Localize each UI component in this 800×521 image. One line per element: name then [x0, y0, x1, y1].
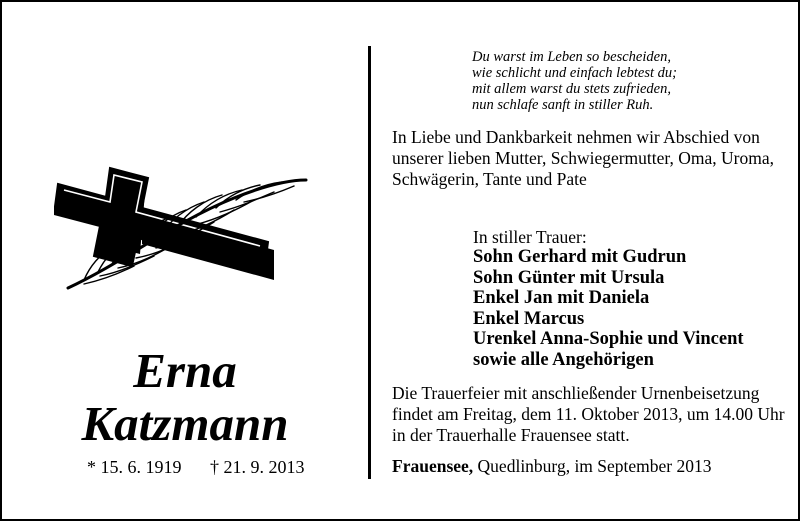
- poem-line: Du warst im Leben so bescheiden,: [472, 49, 671, 65]
- place-and-date: [392, 456, 712, 477]
- mourners-label: In stiller Trauer:: [473, 227, 587, 247]
- mourners-list: [473, 247, 744, 370]
- service-line: in der Trauerhalle Frauensee statt.: [392, 425, 630, 445]
- birth-date: * 15. 6. 1919: [87, 457, 182, 477]
- service-line: Die Trauerfeier mit anschließender Urnenbeisetzung: [392, 383, 760, 403]
- farewell-line: unserer lieben Mutter, Schwiegermutter, Oma, Uroma,: [392, 148, 775, 168]
- mourner-entry: Enkel Marcus: [473, 308, 585, 329]
- column-divider: [368, 46, 371, 479]
- mourner-entry: Sohn Gerhard mit Gudrun: [473, 247, 687, 267]
- farewell-line: In Liebe und Dankbarkeit nehmen wir Abschied von: [392, 127, 760, 147]
- mourner-entry: Sohn Günter mit Ursula: [473, 267, 665, 288]
- farewell-line: Schwägerin, Tante und Pate: [392, 169, 587, 189]
- place-name: Frauensee,: [392, 456, 474, 476]
- death-date: † 21. 9. 2013: [210, 457, 305, 477]
- mourner-entry: Enkel Jan mit Daniela: [473, 288, 650, 308]
- service-info: [392, 383, 785, 446]
- poem: [472, 49, 677, 113]
- cross-with-palm-frond-icon: [54, 162, 316, 294]
- mourner-entry: sowie alle Angehörigen: [473, 349, 654, 370]
- poem-line: wie schlicht und einfach lebtest du;: [472, 65, 677, 81]
- service-line: findet am Freitag, dem 11. Oktober 2013, um 14.00 Uhr: [392, 404, 785, 424]
- deceased-first-name: Erna: [133, 343, 237, 398]
- poem-line: nun schlafe sanft in stiller Ruh.: [472, 97, 654, 113]
- deceased-last-name: Katzmann: [81, 396, 289, 451]
- place-date-rest: Quedlinburg, im September 2013: [473, 456, 712, 476]
- farewell-text: [392, 127, 782, 190]
- mourner-entry: Urenkel Anna-Sophie und Vincent: [473, 329, 744, 349]
- poem-line: mit allem warst du stets zufrieden,: [472, 81, 671, 97]
